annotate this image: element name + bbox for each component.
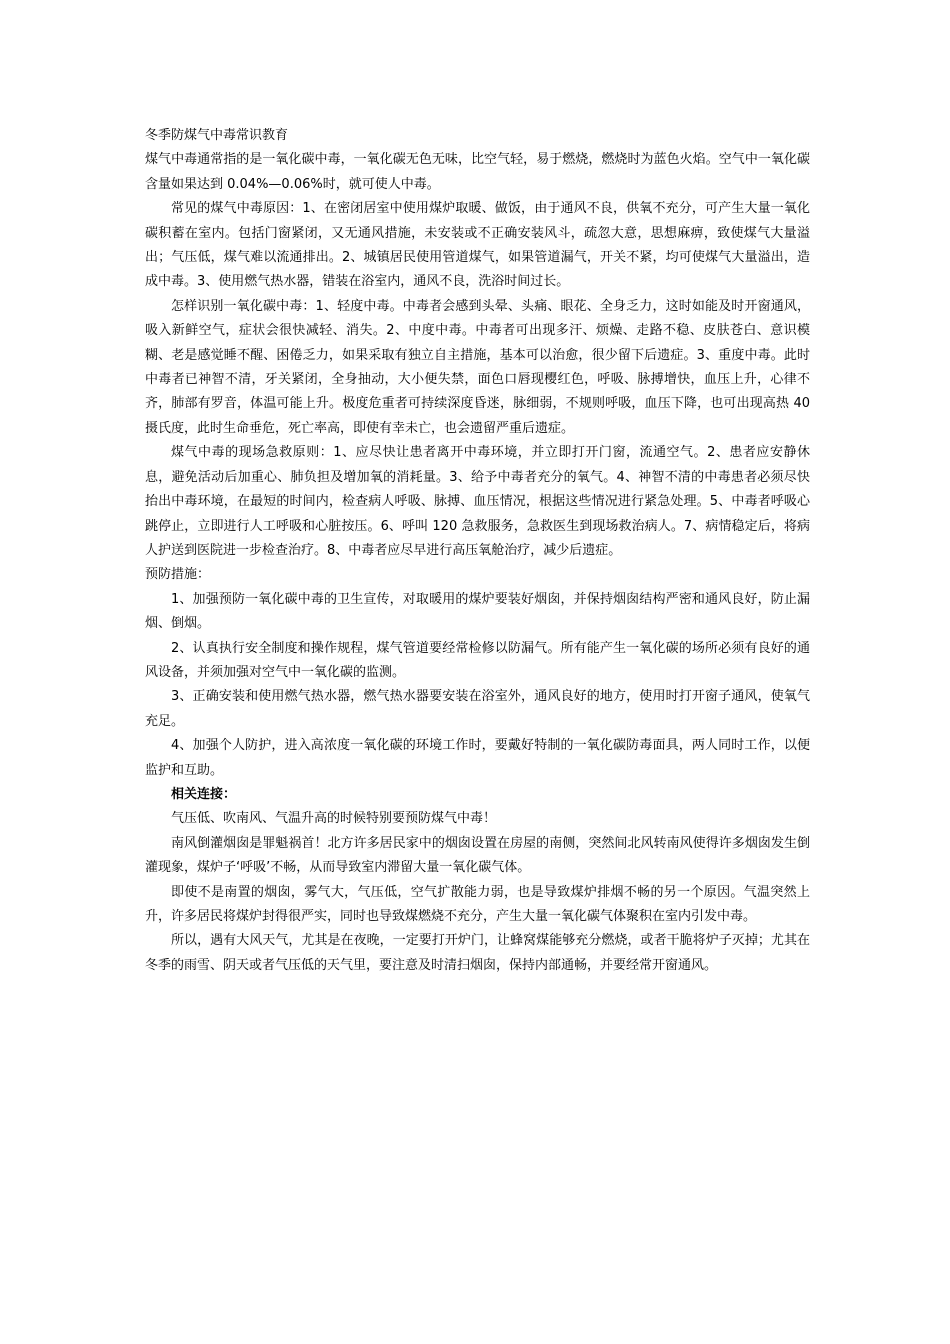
prevention-item: 2、认真执行安全制度和操作规程，煤气管道要经常检修以防漏气。所有能产生一氧化碳的场所必须有良好的通风设备，并须加强对空气中一氧化碳的监测。 (145, 640, 810, 680)
related-paragraph: 气压低、吹南风、气温升高的时候特别要预防煤气中毒！ (171, 811, 497, 827)
first-aid-paragraph: 煤气中毒的现场急救原则：1、应尽快让患者离开中毒环境，并立即打开门窗，流通空气。2、患者应安静休息，避免活动后加重心、肺负担及增加氧的消耗量。3、给予中毒者充分的氧气。4、神智不清的中毒患者必须尽快抬出中毒环境，在最短的时间内，检查病人呼吸、脉搏、血压情况，根据这些情况进行紧急处理。5、中毒者呼吸心跳停止，立即进行人工呼吸和心脏按压。6、呼叫 120 急救服务，急救医生到现场救治病人。7、病情稳定后，将病人护送到医院进一步检查治疗。8、中毒者应尽早进行高压氧舱治疗，减少后遗症。 (145, 445, 810, 558)
intro-paragraph: 煤气中毒通常指的是一氧化碳中毒，一氧化碳无色无味，比空气轻，易于燃烧，燃烧时为蓝色火焰。空气中一氧化碳含量如果达到 0.04%—0.06%时，就可使人中毒。 (145, 152, 810, 192)
prevention-item: 3、正确安装和使用燃气热水器，燃气热水器要安装在浴室外，通风良好的地方，使用时打开窗子通风，使氧气充足。 (145, 689, 810, 729)
identify-paragraph: 怎样识别一氧化碳中毒：1、轻度中毒。中毒者会感到头晕、头痛、眼花、全身乏力，这时如能及时开窗通风，吸入新鲜空气，症状会很快减轻、消失。2、中度中毒。中毒者可出现多汗、烦燥、走路不稳、皮肤苍白、意识模糊、老是感觉睡不醒、困倦乏力，如果采取有独立自主措施，基本可以治愈，很少留下后遗症。3、重度中毒。此时中毒者已神智不清，牙关紧闭，全身抽动，大小便失禁，面色口唇现樱红色，呼吸、脉搏增快，血压上升，心律不齐，肺部有罗音，体温可能上升。极度危重者可持续深度昏迷，脉细弱，不规则呼吸，血压下降，也可出现高热 40 摄氏度，此时生命垂危，死亡率高，即使有幸未亡，也会遗留严重后遗症。 (145, 298, 810, 436)
related-paragraph: 南风倒灌烟囱是罪魁祸首！北方许多居民家中的烟囱设置在房屋的南侧，突然间北风转南风使得许多烟囱发生倒灌现象，煤炉子‘呼吸’不畅，从而导致室内滞留大量一氧化碳气体。 (145, 835, 810, 876)
related-paragraph: 即使不是南置的烟囱，雾气大，气压低，空气扩散能力弱，也是导致煤炉排烟不畅的另一个原因。气温突然上升，许多居民将煤炉封得很严实，同时也导致煤燃烧不充分，产生大量一氧化碳气体聚积在室内引发中毒。 (145, 884, 810, 924)
prevention-item: 1、加强预防一氧化碳中毒的卫生宣传，对取暖用的煤炉要装好烟囱，并保持烟囱结构严密和通风良好，防止漏烟、倒烟。 (145, 591, 810, 632)
prevention-item: 4、加强个人防护，进入高浓度一氧化碳的环境工作时，要戴好特制的一氧化碳防毒面具，两人同时工作，以便监护和互助。 (145, 738, 810, 778)
document-page (145, 124, 810, 978)
related-heading: 相关连接： (171, 786, 237, 802)
document-title: 冬季防煤气中毒常识教育 (145, 128, 289, 143)
prevention-heading: 预防措施： (145, 567, 211, 583)
related-paragraph: 所以，遇有大风天气，尤其是在夜晚，一定要打开炉门，让蜂窝煤能够充分燃烧，或者干脆将炉子灭掉；尤其在冬季的雨雪、阴天或者气压低的天气里，要注意及时清扫烟囱，保持内部通畅，并要经常开窗通风。 (145, 933, 810, 973)
causes-paragraph: 常见的煤气中毒原因：1、在密闭居室中使用煤炉取暖、做饭，由于通风不良，供氧不充分，可产生大量一氧化碳积蓄在室内。包括门窗紧闭，又无通风措施，未安装或不正确安装风斗，疏忽大意，思想麻痹，致使煤气大量溢出；气压低，煤气难以流通排出。2、城镇居民使用管道煤气，如果管道漏气，开关不紧，均可使煤气大量溢出，造成中毒。3、使用燃气热水器，错装在浴室内，通风不良，洗浴时间过长。 (145, 201, 810, 290)
